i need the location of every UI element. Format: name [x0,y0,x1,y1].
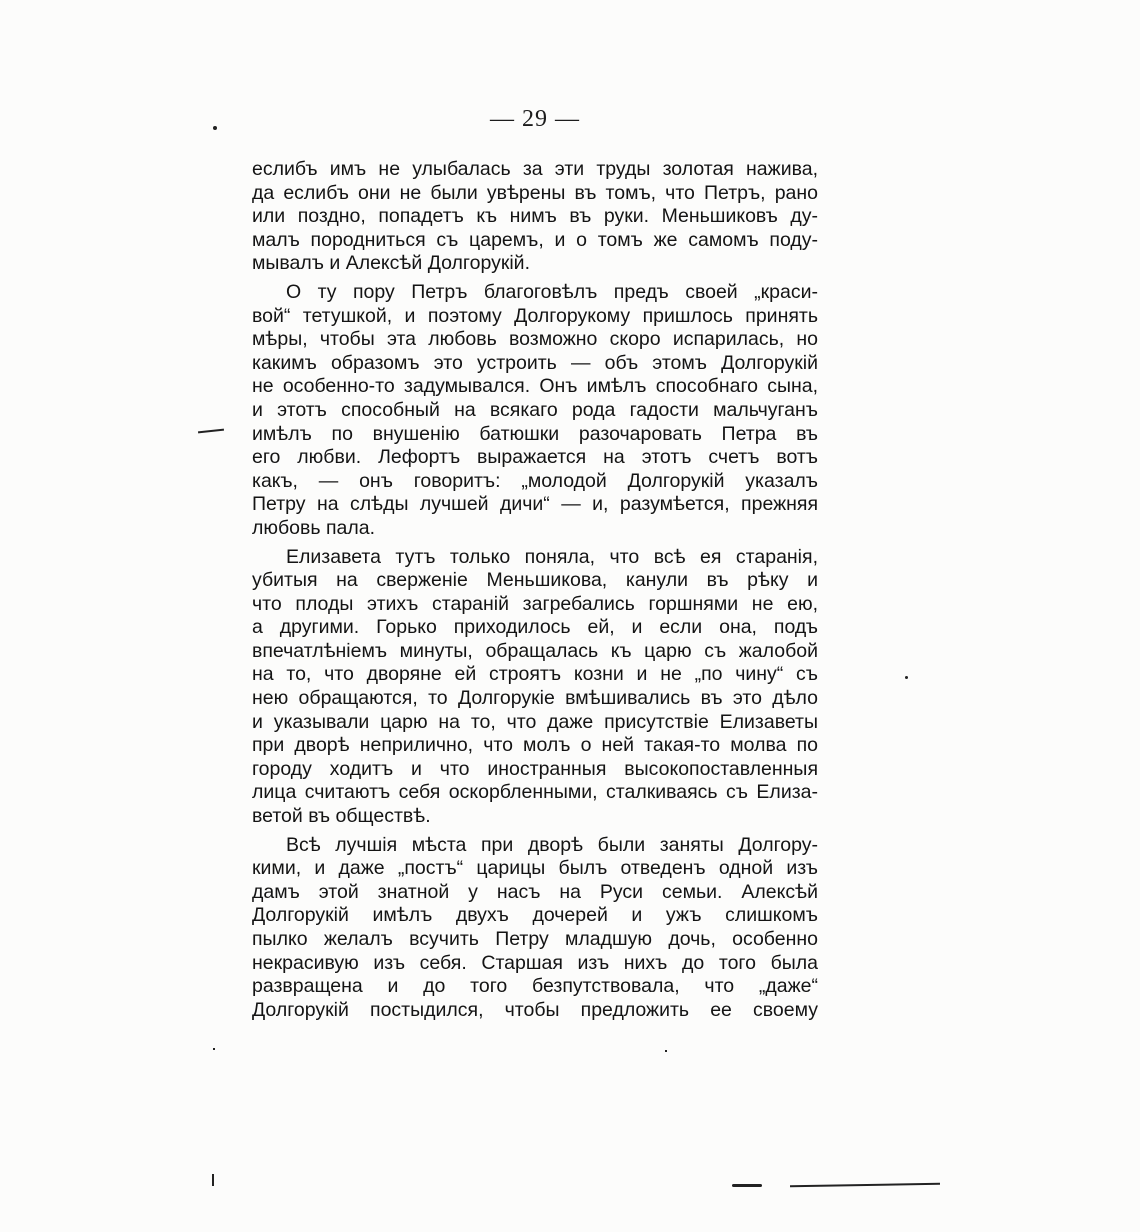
text-line: какъ, — онъ говоритъ: „молодой Долгорукій указалъ [252,469,818,492]
text-line: что плоды этихъ стараній загребались горшнями не ею, [252,592,818,615]
text-line: впечатлѣніемъ минуты, обращалась къ царю съ жалобой [252,639,818,662]
text-line: мывалъ и Алексѣй Долгорукій. [252,252,530,275]
text-line: да еслибъ они не были увѣрены въ томъ, что Петръ, рано [252,181,818,204]
scan-smudge [732,1184,762,1187]
text-line: не особенно-то задумывался. Онъ имѣлъ способнаго сына, [252,375,818,398]
scan-dot [213,1048,215,1050]
scan-margin-stroke [198,429,224,434]
text-line: мѣры, чтобы эта любовь возможно скоро испарилась, но [252,328,818,351]
text-line: Всѣ лучшія мѣста при дворѣ были заняты Долгору- [286,833,818,856]
body-text [252,158,818,1027]
page-number: — 29 — [490,106,580,132]
paragraph [252,158,818,276]
text-line: развращена и до того безпутствовала, что „даже“ [252,975,818,998]
text-line: нею обращаются, то Долгорукіе вмѣшивались въ это дѣло [252,687,818,710]
text-line: или поздно, попадетъ къ нимъ въ руки. Меньшиковъ ду- [252,205,818,228]
text-line: имѣлъ по внушенію батюшки разочаровать Петра въ [252,422,818,445]
scan-dot [665,1050,667,1052]
text-line: Елизавета тутъ только поняла, что всѣ ея старанія, [286,545,818,568]
text-line: Долгорукій постыдился, чтобы предложить ее своему [252,998,818,1021]
text-line: лица считаютъ себя оскорбленными, сталкиваясь съ Елиза- [252,781,818,804]
text-line: пылко желалъ всучить Петру младшую дочь, особенно [252,928,818,950]
scan-dot [213,126,217,130]
paragraph [252,834,818,1023]
text-line: дамъ этой знатной у насъ на Руси семьи. Алексѣй [252,880,818,903]
text-line: О ту пору Петръ благоговѣлъ предъ своей „краси- [286,280,818,303]
text-line: убитыя на сверженіе Меньшикова, канули въ рѣку и [252,569,818,592]
text-line: а другими. Горько приходилось ей, и если она, подъ [252,616,818,639]
paragraph [252,281,818,541]
scan-dot [905,676,908,679]
text-line: и этотъ способный на всякаго рода гадости мальчуганъ [252,398,818,421]
text-line: Петру на слѣды лучшей дичи“ — и, разумѣется, прежняя [252,493,818,516]
text-line: какимъ образомъ это устроить — объ этомъ Долгорукій [252,351,818,374]
scan-edge-tick [212,1174,214,1186]
text-line: любовь пала. [252,516,375,539]
text-line: малъ породниться съ царемъ, и о томъ же самомъ поду- [252,228,818,251]
paragraph [252,546,818,829]
text-line: городу ходитъ и что иностранныя высокопоставленныя [252,757,818,780]
text-line: его любви. Лефортъ выражается на этотъ счетъ вотъ [252,446,818,469]
text-line: вой“ тетушкой, и поэтому Долгорукому пришлось принять [252,304,818,327]
text-line: и указывали царю на то, что даже присутствіе Елизаветы [252,710,818,733]
scan-smudge [790,1183,940,1188]
text-line: Долгорукій имѣлъ двухъ дочерей и ужъ слишкомъ [252,904,818,927]
text-line: на то, что дворяне ей строятъ козни и не „по чину“ съ [252,663,818,686]
text-line: некрасивую изъ себя. Старшая изъ нихъ до того была [252,951,818,974]
text-line: еслибъ имъ не улыбалась за эти труды золотая нажива, [252,158,818,180]
text-line: кими, и даже „постъ“ царицы былъ отведенъ одной изъ [252,857,818,880]
text-line: ветой въ обществѣ. [252,805,431,828]
text-line: при дворѣ неприлично, что молъ о ней такая-то молва по [252,734,818,757]
